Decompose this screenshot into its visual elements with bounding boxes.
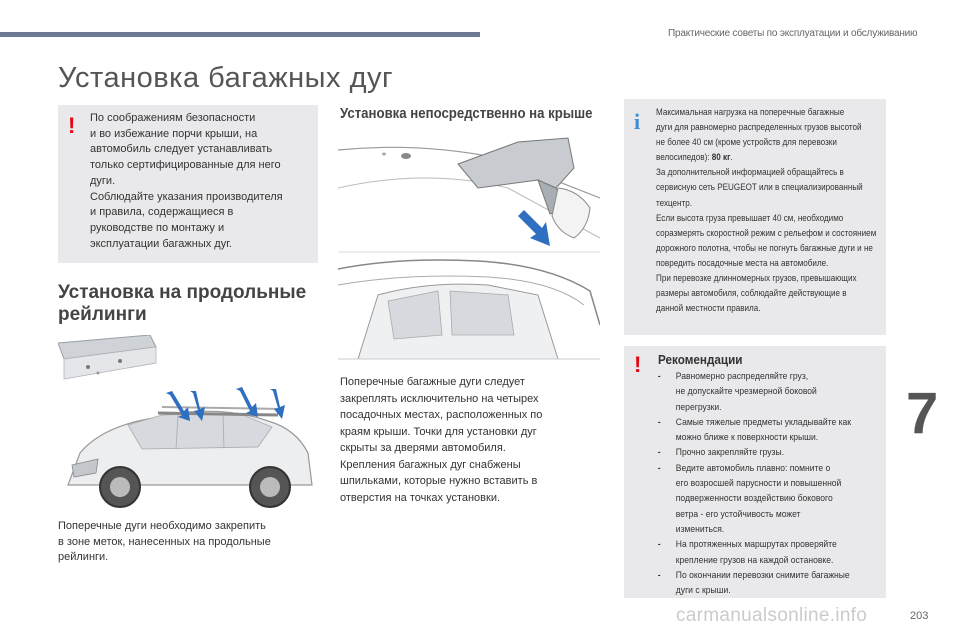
header-bar [0,32,480,37]
list-item: - Самые тяжелые предметы укладывайте как можно ближе к поверхности крыши. [656,415,883,446]
roof-caption: Поперечные багажные дуги следует закреплять исключительно на четырех посадочных местах, расположенных по краям крыши. Точки для установки дуг скрыты за дверями автомобиля. Крепления багажных дуг снабжены шпильками, которые нужно вставить в отверстия на точках установки. [340,376,543,504]
mount-direction-arrow [518,210,550,246]
list-item: - Прочно закрепляйте грузы. [656,445,883,460]
roof-section-heading: Установка непосредственно на крыше [340,105,593,122]
section-header: Практические советы по эксплуатации и обслуживанию [668,28,918,39]
list-item: - На протяженных маршрутах проверяйте крепление грузов на каждой остановке. [656,537,883,568]
watermark: carmanualsonline.info [676,605,868,626]
exclamation-icon: ! [634,352,642,377]
chapter-number: 7 [906,381,939,446]
list-item: - Равномерно распределяйте груз, не допускайте чрезмерной боковой перегрузки. [656,369,883,415]
rails-caption: Поперечные дуги необходимо закрепить в зоне меток, нанесенных на продольные рейлинги. [58,520,271,563]
roof-mount-closeup-illustration [338,128,600,253]
rails-section-heading: Установка на продольные рейлинги [58,282,307,325]
list-item: - По окончании перевозки снимите багажные дуги с крыши. [656,568,883,599]
load-info-text: Максимальная нагрузка на поперечные багажные дуги для равномерно распределенных грузов высотой не более 40 см (кроме устройств для перевозки велосипедов): 80 кг. За дополнительной информацией обращайтесь в сервисную сеть PEUGEOT или в специализированный техцентр. Если высота груза превышает 40 см, необходимо соразмерять скоростной режим с рельефом и состоянием дорожного полотна, чтобы не погнуть багажные дуги и не повредить посадочные места на автомобиле. При перевозке длинномерных грузов, превышающих размеры автомобиля, соблюдайте действующие в данной местности правила. [656,107,877,314]
safety-warning-text: По соображениям безопасности и во избежание порчи крыши, на автомобиль следует устанавливать только сертифицированные для него дуги. Соблюдайте указания производителя и правила, содержащиеся в руководстве по монтажу и эксплуатации багажных дуг. [90,112,283,250]
recommendations-title: Рекомендации [658,352,743,367]
list-item: - Ведите автомобиль плавно: помните о его возросшей парусности и повышенной подверженности воздействию бокового ветра - его устойчивость может измениться. [656,461,883,537]
recommendations-list [656,369,883,598]
car-rails-illustration [58,335,320,513]
load-info-box [624,99,886,335]
max-load-value: 80 кг [711,152,731,163]
page-number: 203 [910,610,929,622]
exclamation-icon: ! [68,113,76,138]
safety-warning-box [58,105,318,263]
recommendations-box [624,346,886,598]
info-icon: i [634,109,641,134]
page-title: Установка багажных дуг [58,62,394,94]
car-roof-illustration [338,255,600,360]
